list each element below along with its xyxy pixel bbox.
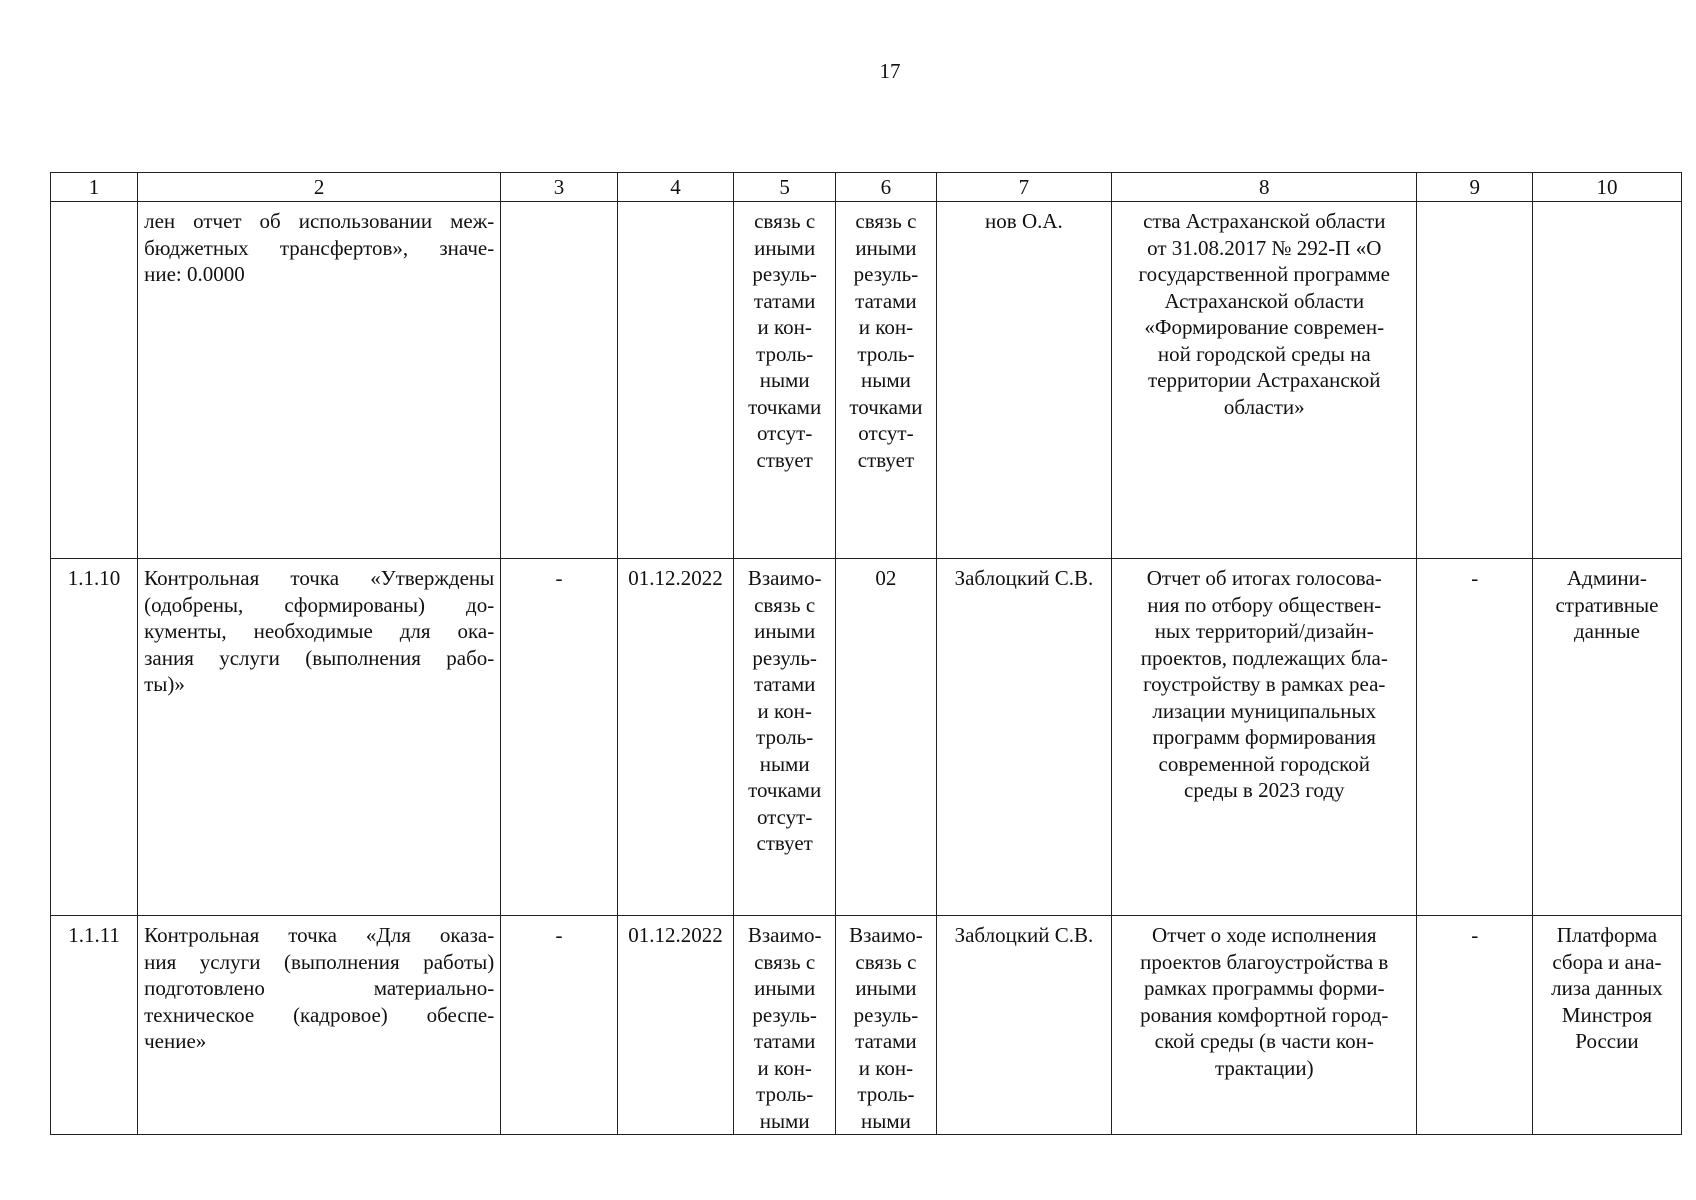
cell-text-line: Отчет об итогах голосова-: [1146, 566, 1382, 590]
cell-text-line: современной городской: [1158, 751, 1371, 776]
cell-text-line: лен отчет об использовании меж-: [144, 209, 495, 233]
cell-text-line: «Формирование современ-: [1144, 315, 1385, 339]
cell-text-line: троль-: [756, 1082, 814, 1106]
cell-text-line: связь с: [855, 949, 917, 974]
header-row: [51, 173, 1682, 202]
cell-col-5: [734, 559, 836, 916]
cell-text-line: ствует: [756, 447, 813, 472]
cell-col-3: [501, 916, 618, 1135]
cell-col-10: [1532, 202, 1681, 559]
cell-text-line: иными: [754, 619, 816, 643]
cell-col-2: [138, 559, 501, 916]
cell-text-line: (одобрены, сформированы) до-: [144, 592, 495, 617]
table-row: [51, 202, 1682, 559]
cell-col-10: [1532, 559, 1681, 916]
cell-col-9: [1417, 916, 1532, 1135]
cell-col-7: [936, 202, 1111, 559]
cell-text-line: Контрольная точка «Утверждены: [144, 566, 495, 590]
cell-text-line: кументы, необходимые для ока-: [144, 619, 495, 643]
cell-col-9: [1417, 559, 1532, 916]
cell-text-line: Взаимо-: [849, 923, 923, 947]
cell-col-7: [936, 559, 1111, 916]
cell-text-line: -: [555, 566, 563, 590]
cell-col-9: [1417, 202, 1532, 559]
cell-col-1: [51, 916, 138, 1135]
cell-text-line: среды в 2023 году: [1184, 778, 1345, 802]
cell-text-line: и кон-: [757, 315, 812, 339]
cell-text-line: техническое (кадровое) обеспе-: [144, 1002, 495, 1027]
cell-text-line: связь с: [855, 209, 917, 233]
cell-text-line: ствует: [756, 831, 813, 855]
cell-text-line: резуль-: [853, 1002, 919, 1027]
cell-text-line: отсут-: [756, 804, 813, 829]
cell-text-line: рования комфортной город-: [1140, 1002, 1389, 1027]
cell-text-line: иными: [754, 976, 816, 1000]
cell-text-line: ными: [759, 751, 810, 776]
cell-col-2: [138, 202, 501, 559]
cell-text-line: от 31.08.2017 № 292-П «О: [1147, 235, 1382, 260]
cell-col-2: [138, 916, 501, 1135]
cell-text-line: ние: 0.0000: [144, 262, 245, 286]
cell-text-line: -: [1471, 923, 1479, 947]
cell-text-line: и кон-: [757, 1055, 812, 1080]
cell-col-5: [734, 202, 836, 559]
cell-text-line: подготовлено материально-: [144, 976, 495, 1000]
header-cell: 5: [734, 173, 836, 202]
cell-text-line: сбора и ана-: [1552, 949, 1662, 974]
cell-text-line: резуль-: [752, 1002, 817, 1027]
cell-text-line: Заблоцкий С.В.: [954, 566, 1094, 590]
cell-text-line: 1.1.11: [68, 923, 120, 947]
header-cell: 9: [1417, 173, 1532, 202]
cell-text-line: отсут-: [858, 421, 914, 445]
cell-text-line: резуль-: [752, 262, 817, 286]
cell-text-line: чение»: [144, 1029, 207, 1053]
cell-text-line: рамках программы форми-: [1144, 976, 1385, 1000]
cell-text-line: 01.12.2022: [628, 566, 723, 590]
cell-text-line: Минстроя: [1561, 1002, 1653, 1027]
cell-text-line: троль-: [857, 341, 915, 366]
cell-col-3: [501, 202, 618, 559]
cell-text-line: точками: [849, 394, 923, 419]
cell-text-line: ными: [759, 368, 810, 392]
header-cell: 8: [1112, 173, 1417, 202]
header-cell: 4: [617, 173, 734, 202]
cell-text-line: Платформа: [1556, 923, 1658, 947]
table-row: [51, 916, 1682, 1135]
cell-col-8: [1112, 202, 1417, 559]
cell-col-4: [617, 916, 734, 1135]
cell-text-line: Взаимо-: [747, 923, 822, 947]
cell-col-1: [51, 202, 138, 559]
cell-text-line: троль-: [756, 341, 814, 366]
cell-text-line: Контрольная точка «Для оказа-: [144, 923, 495, 947]
cell-col-6: [836, 202, 937, 559]
cell-text-line: 02: [875, 566, 897, 590]
cell-text-line: связь с: [754, 949, 816, 974]
data-table: [50, 172, 1682, 1135]
cell-col-8: [1112, 916, 1417, 1135]
cell-text-line: ными: [759, 1108, 810, 1133]
cell-text-line: Отчет о ходе исполнения: [1152, 923, 1377, 947]
cell-text-line: Взаимо-: [747, 566, 822, 590]
cell-col-10: [1532, 916, 1681, 1135]
cell-text-line: и кон-: [858, 315, 914, 339]
table-row: [51, 559, 1682, 916]
cell-text-line: и кон-: [858, 1055, 914, 1080]
cell-text-line: иными: [855, 976, 917, 1000]
cell-text-line: -: [555, 923, 563, 947]
cell-text-line: ными: [860, 1108, 911, 1133]
cell-text-line: ния услуги (выполнения работы): [144, 949, 495, 974]
cell-text-line: Астраханской области: [1164, 288, 1365, 313]
cell-text-line: связь с: [754, 592, 816, 617]
cell-text-line: ской среды (в части кон-: [1154, 1029, 1374, 1053]
cell-text-line: ты)»: [144, 672, 185, 696]
cell-text-line: татами: [855, 1029, 917, 1053]
cell-text-line: и кон-: [757, 698, 812, 723]
cell-text-line: точками: [748, 778, 822, 802]
cell-col-8: [1112, 559, 1417, 916]
cell-text-line: лизации муниципальных: [1152, 698, 1377, 723]
cell-text-line: 01.12.2022: [628, 923, 723, 947]
cell-text-line: области»: [1223, 394, 1305, 419]
cell-text-line: ния по отбору обществен-: [1147, 592, 1382, 617]
cell-text-line: ствует: [857, 447, 915, 472]
cell-col-7: [936, 916, 1111, 1135]
cell-col-4: [617, 202, 734, 559]
header-cell: 2: [138, 173, 501, 202]
cell-text-line: данные: [1573, 619, 1640, 643]
cell-text-line: территории Астраханской: [1147, 368, 1381, 392]
cell-text-line: лиза данных: [1551, 976, 1663, 1000]
cell-text-line: ной городской среды на: [1157, 341, 1371, 366]
cell-col-6: [836, 559, 937, 916]
cell-text-line: ных территорий/дизайн-: [1154, 619, 1374, 643]
cell-text-line: Админи-: [1567, 566, 1647, 590]
cell-col-5: [734, 916, 836, 1135]
cell-text-line: стративные: [1555, 592, 1659, 617]
cell-text-line: ными: [860, 368, 911, 392]
cell-text-line: программ формирования: [1152, 725, 1376, 749]
cell-text-line: иными: [754, 235, 816, 260]
cell-text-line: связь с: [754, 209, 816, 233]
cell-text-line: зания услуги (выполнения рабо-: [144, 645, 495, 670]
cell-text-line: татами: [753, 672, 816, 696]
cell-text-line: трактации): [1214, 1055, 1314, 1080]
header-cell: 7: [936, 173, 1111, 202]
cell-text-line: татами: [753, 288, 816, 313]
cell-text-line: татами: [753, 1029, 816, 1053]
cell-text-line: государственной программе: [1138, 262, 1391, 286]
cell-text-line: отсут-: [756, 421, 813, 445]
header-cell: 10: [1532, 173, 1681, 202]
cell-text-line: -: [1471, 566, 1479, 590]
cell-col-1: [51, 559, 138, 916]
cell-text-line: Заблоцкий С.В.: [954, 923, 1094, 947]
cell-text-line: резуль-: [853, 262, 919, 286]
cell-text-line: проектов благоустройства в: [1140, 949, 1389, 974]
cell-text-line: проектов, подлежащих бла-: [1140, 645, 1388, 670]
cell-text-line: резуль-: [752, 645, 817, 670]
cell-col-6: [836, 916, 937, 1135]
cell-text-line: нов О.А.: [985, 209, 1063, 233]
header-cell: 1: [51, 173, 138, 202]
cell-text-line: иными: [855, 235, 917, 260]
cell-text-line: гоустройству в рамках реа-: [1143, 672, 1386, 696]
cell-text-line: 1.1.10: [67, 566, 121, 590]
cell-text-line: России: [1575, 1029, 1639, 1053]
cell-text-line: татами: [855, 288, 917, 313]
cell-text-line: бюджетных трансфертов», значе-: [144, 235, 495, 260]
cell-col-3: [501, 559, 618, 916]
cell-text-line: ства Астраханской области: [1143, 209, 1386, 233]
header-cell: 6: [836, 173, 937, 202]
cell-text-line: троль-: [857, 1082, 915, 1106]
header-cell: 3: [501, 173, 618, 202]
cell-col-4: [617, 559, 734, 916]
page-number: 17: [879, 59, 901, 83]
cell-text-line: точками: [748, 394, 822, 419]
cell-text-line: троль-: [756, 725, 814, 749]
